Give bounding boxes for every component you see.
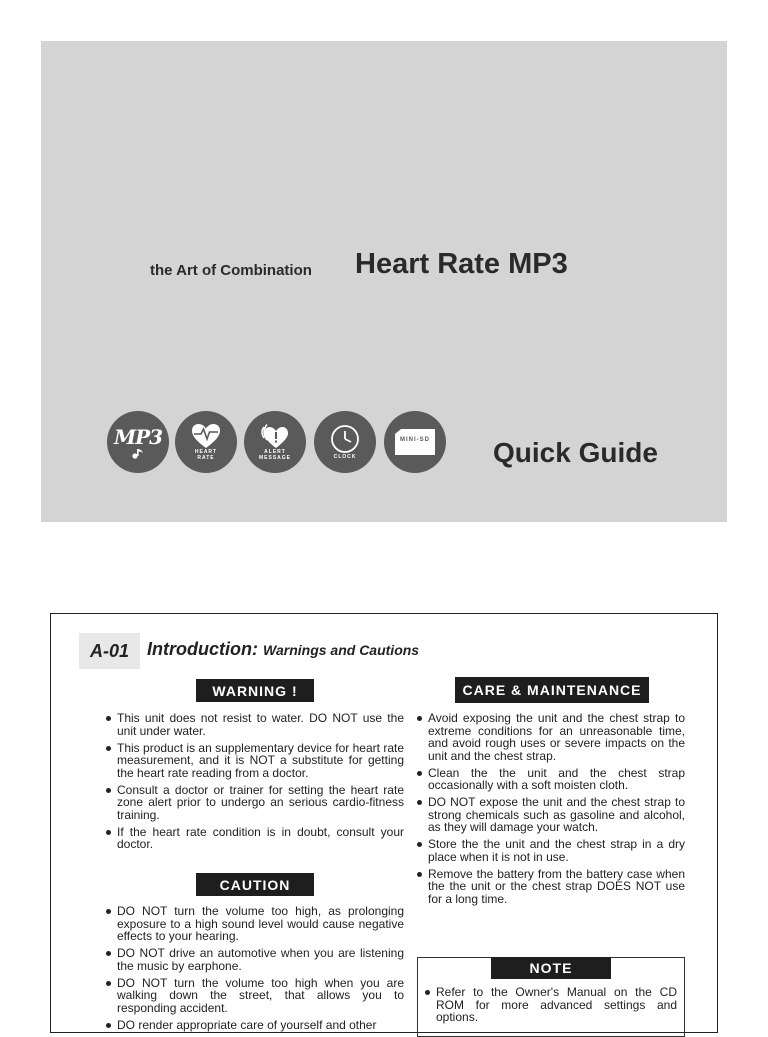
mp3-label: MP3 [113,425,163,449]
product-name: Heart Rate MP3 [355,248,568,280]
list-item-text: DO render appropriate care of yourself and other [117,1017,377,1032]
heart-rate-icon [175,411,237,473]
list-item [417,796,685,834]
heart-icon [191,423,221,449]
list-item [417,767,685,792]
heart-rate-label [195,449,217,461]
list-item [106,742,404,780]
bullet-icon [417,872,422,877]
note-label: NOTE [491,957,611,979]
list-item-text: DO NOT drive an automotive when you are listening the music by earphone. [117,946,404,973]
alert-message-icon [244,411,306,473]
bullet-icon [106,909,111,914]
list-item [106,712,404,737]
list-item [106,977,404,1015]
mini-sd-icon [384,411,446,473]
bullet-icon [425,990,430,995]
section-code: A-01 [79,633,140,669]
care-list [417,712,685,910]
guide-title: Quick Guide [493,437,658,468]
list-item-text: DO NOT expose the unit and the chest strap to strong chemicals such as gasoline and alcohol, as they will damage your watch. [428,795,685,834]
section-subtitle: Warnings and Cautions [263,642,420,658]
list-item [106,905,404,943]
bullet-icon [106,981,111,986]
clock-label: CLOCK [333,454,357,460]
list-item-text: DO NOT turn the volume too high, as prolonging exposure to a high sound level would cause negative effects to your hearing. [117,904,404,943]
list-item-text: This unit does not resist to water. DO NOT use the unit under water. [117,711,404,738]
list-item [417,868,685,906]
feature-label-word: HEART [194,449,218,455]
feature-label-word: ALERT [264,449,286,455]
tagline: the Art of Combination [150,262,312,279]
caution-label: CAUTION [196,873,314,896]
note-box [417,957,685,1037]
note-list [425,986,677,1028]
warning-label: WARNING ! [196,679,314,702]
bullet-icon [417,716,422,721]
bullet-icon [417,800,422,805]
list-item-text: Avoid exposing the unit and the chest strap to extreme conditions for an unreasonable time, and avoid rough uses or severe impacts on the unit and the chest strap. [428,711,685,763]
list-item-text: This product is an supplementary device for heart rate measurement, and it is NOT a substitute for getting the heart rate reading from a doctor. [117,740,404,780]
section-heading [147,639,419,660]
feature-label-word: MESSAGE [258,455,291,461]
list-item [417,712,685,762]
bullet-icon [106,951,111,956]
bullet-icon [106,716,111,721]
warning-list [106,712,404,855]
list-item [106,947,404,972]
bullet-icon [106,746,111,751]
bullet-icon [106,830,111,835]
alert-message-label [259,449,291,461]
list-item [106,1019,404,1032]
alert-heart-icon [259,423,291,449]
list-item-text: Store the the unit and the chest strap in a dry place when it is not in use. [428,837,685,864]
feature-label-word: RATE [197,455,215,461]
bullet-icon [106,788,111,793]
list-item [425,986,677,1024]
list-item [106,784,404,822]
cover-panel [41,41,727,522]
list-item-text: Clean the the unit and the chest strap occasionally with a soft moisten cloth. [428,765,685,792]
list-item [417,838,685,863]
clock-face-icon [330,424,360,454]
caution-list [106,905,404,1036]
list-item-text: If the heart rate condition is in doubt, consult your doctor. [117,824,404,851]
mini-sd-label: MINI-SD [400,437,430,443]
list-item-text: Consult a doctor or trainer for setting the heart rate zone alert prior to undergo an serious cardio-fitness training. [117,782,404,822]
list-item-text: Remove the battery from the battery case when the the unit or the chest strap DOES NOT use for a long time. [428,866,685,906]
manual-page [50,613,718,1033]
bullet-icon [417,771,422,776]
list-item-text: Refer to the Owner's Manual on the CD ROM for more advanced settings and options. [436,985,677,1024]
music-note-icon [131,449,145,459]
care-maintenance-label: CARE & MAINTENANCE [455,677,649,703]
mp3-icon [107,411,169,473]
bullet-icon [417,842,422,847]
bullet-icon [106,1023,111,1028]
list-item-text: DO NOT turn the volume too high when you are walking down the street, that allows you to responding accident. [117,975,404,1015]
list-item [106,826,404,851]
clock-icon [314,411,376,473]
section-title: Introduction: [147,639,258,659]
